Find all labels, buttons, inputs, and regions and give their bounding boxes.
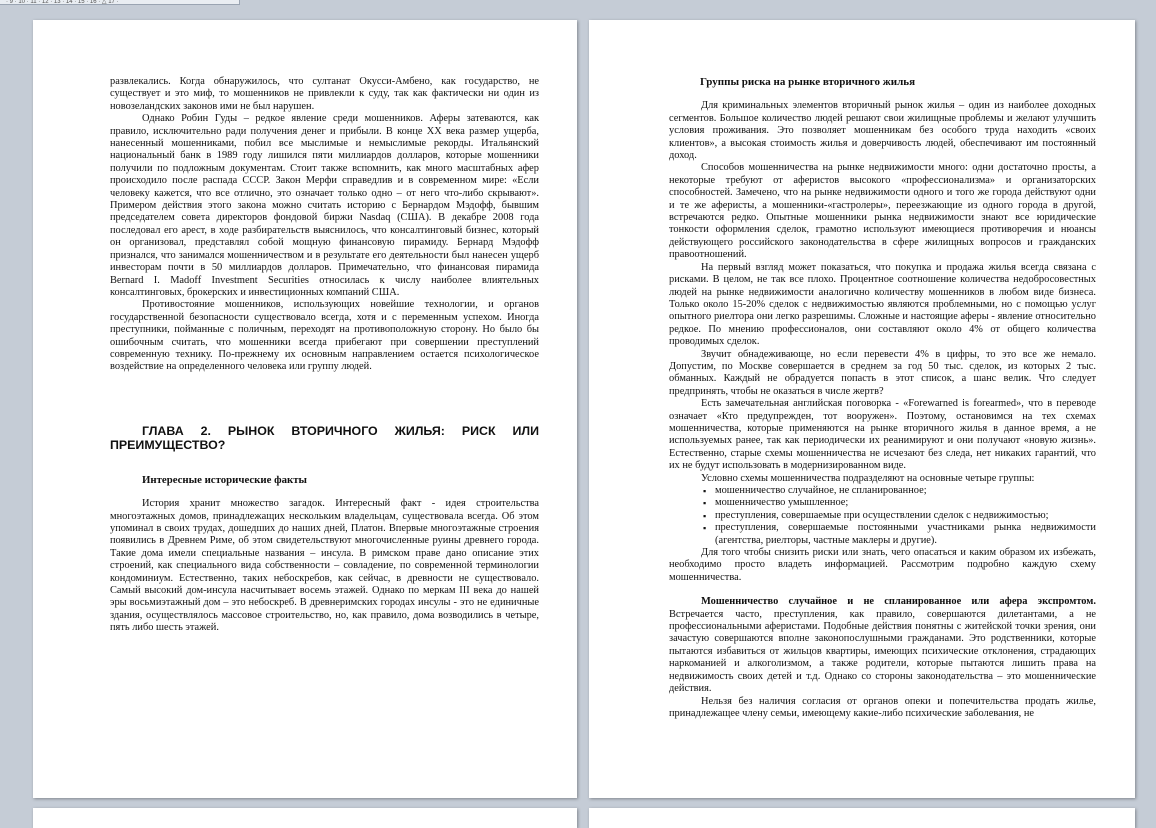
list-item: ▪ мошенничество умышленное; xyxy=(703,497,1096,509)
paragraph: Для того чтобы снизить риски или знать, чего опасаться и каким образом их избежать, необходимо просто владеть информацией. Рассмотрим подробно каждую схему мошенничества. xyxy=(669,547,1096,583)
document-page-right xyxy=(589,20,1135,798)
paragraph: Есть замечательная английская поговорка - «Forewarned is forearmed», что в переводе означает «Кто предупрежден, тот вооружен». Поэтому, остановимся на тех схемах мошенничества, которые применяются на рынке вторичного жилья в данное время, а не используемых ранее, так как периодически их реанимируют и они получают «новую жизнь». Естественно, старые схемы мошенничества не исчезают без следа, нет никаких гарантий, что их не будут использовать в модернизированном виде. xyxy=(669,398,1096,472)
section-heading: Группы риска на рынке вторичного жилья xyxy=(700,76,916,88)
paragraph: развлекались. Когда обнаружилось, что султанат Окусси-Амбено, как государство, не существует и это миф, то мошенников не привлекли к суду, так как фактически ни один из новозеландских законов ими не был нарушен. xyxy=(110,76,539,112)
paragraph: История хранит множество загадок. Интересный факт - идея строительства многоэтажных домов, принадлежащих нескольким владельцам, существовала всегда. Об этом упоминал в своих трудах, дошедших до наших дней, Платон. Впервые многоэтажные строения появились в Древнем Риме, об этом свидетельствуют многочисленные руины древнего города. Такие дома имели специальные названия – инсула. В римском праве дано описание этих строений, как специального вида собственности – совладение, по современной терминологии кондоминиум. Естественно, таких небоскребов, как сейчас, в древности не существовало. Самый высокий дом-инсула насчитывает восемь этажей. Однако по меркам III века до нашей эры восьмиэтажный дом – это небоскреб. В древнеримских городах инсулы - это не единичные здания, осуществлялось массовое строительство, но, как правило, дома возводились в четыре, пять либо шесть этажей. xyxy=(110,498,539,634)
list-item: ▪ преступления, совершаемые постоянными участниками рынка недвижимости (агентства, риелторы, частные маклеры и другие). xyxy=(703,522,1096,547)
paragraph: Однако Робин Гуды – редкое явление среди мошенников. Аферы затеваются, как правило, исключительно ради получения денег и прибыли. В конце XX века размер ущерба, нанесенный мошенниками, побил все мыслимые и немыслимые рекорды. Итальянский национальный банк в 1989 году лишился пяти миллиардов долларов, которые мошенники получили по подложным документам. Стоит также вспомнить, как много масштабных афер происходило после распада СССР. Закон Мерфи справедлив и в современном мире: «Если человеку кажется, что все отлично, это означает только одно – от него что-либо скрывают». Примером действия этого закона можно считать историю с Бернардом Мэдофф, бывшим председателем совета директоров фондовой биржи Nasdaq (США). В декабре 2008 года последовал его арест, в ходе разбирательств выяснилось, что консалтинговый бизнес, который он организовал, представлял собой мощную финансовую пирамиду. Бернард Мэдофф признался, что занимался мошенничеством и в результате его деятельности был нанесен ущерб инвесторам почти в 50 миллиардов долларов. Примечательно, что финансовая пирамида Bernard I. Madoff Investment Securities относилась к числу наиболее влиятельных консалтинговых, брокерских и инвестиционных компаний США. xyxy=(110,113,539,298)
horizontal-ruler[interactable]: · 9 · 10 · 11 · 12 · 13 · 14 · 15 · 16 · △ 17 · xyxy=(0,0,240,5)
paragraph: Противостояние мошенников, использующих новейшие технологии, и органов государственной безопасности существовало всегда, хотя и с переменным успехом. Иногда преступники, пойманные с поличным, переходят на противоположную сторону. Но было бы ошибочным считать, что мошенники всегда прибегают при совершении преступлений современную технику. По-прежнему их основным направлением остается психологическое воздействие на определенного человека или группу людей. xyxy=(110,299,539,373)
blank-line xyxy=(669,584,1096,596)
paragraph: Звучит обнадеживающе, но если перевести 4% в цифры, то это все же немало. Допустим, по Москве совершается в среднем за год 50 тыс. сделок, из которых 2 тыс. обманных. Каждый не обрадуется попасть в этот список, а шанс велик. Что следует предпринять, чтобы не оказаться в числе жертв? xyxy=(669,348,1096,397)
bullet-list xyxy=(669,485,1096,547)
paragraph: Условно схемы мошенничества подразделяют на основные четыре группы: xyxy=(701,472,1035,484)
page-left-body xyxy=(110,76,539,635)
chapter-heading: ГЛАВА 2. РЫНОК ВТОРИЧНОГО ЖИЛЬЯ: РИСК ИЛИ ПРЕИМУЩЕСТВО? xyxy=(110,423,539,452)
next-page-left xyxy=(33,808,577,828)
bold-run: Мошенничество случайное и не спланированное или афера экспромтом. xyxy=(701,596,1096,608)
page-right-body xyxy=(669,76,1096,720)
document-page-left xyxy=(33,20,577,798)
section-heading: Интересные исторические факты xyxy=(142,473,307,486)
list-item: ▪ преступления, совершаемые при осуществлении сделок с недвижимостью; xyxy=(703,510,1096,522)
text-run: Встречается часто, преступления, как правило, совершаются дилетантами, а не профессиональными аферистами. Подобные действия понятны с житейской точки зрения, они зачастую совершаются вполне законопослушными гражданами. Это родственники, которые пытаются избавиться от жильцов квартиры, имеющих психические отклонения, страдающих наркоманией и алкоголизмом, а также родители, которые пытаются лишить права на недвижимость своих детей и т.д. Однако со стороны законодательства – это мошеннические действия. xyxy=(669,608,1096,695)
paragraph: Нельзя без наличия согласия от органов опеки и попечительства продать жилье, принадлежащее члену семьи, имеющему какие-либо психические заболевания, не xyxy=(669,695,1096,719)
list-item: ▪ мошенничество случайное, не спланированное; xyxy=(703,485,1096,497)
paragraph: Способов мошенничества на рынке недвижимости много: одни достаточно просты, а некоторые требуют от аферистов высокого «профессионализма» и организаторских способностей. Замечено, что на рынке недвижимости одного и того же города действуют одни и те же аферисты, а мошенники-«гастролеры», переезжающие из одного города в другой, встречаются редко. Опытные мошенники рынка недвижимости знают все юридические тонкости оформления сделок, грамотно используют имеющиеся противоречия и нюансы действующего российского законодательства в сфере жилищных вопросов и гражданских правоотношений. xyxy=(669,162,1096,261)
paragraph: Для криминальных элементов вторичный рынок жилья – один из наиболее доходных сегментов. Большое количество людей решают свои жилищные проблемы и желают улучшить условия проживания. Это позволяет мошенникам без особого труда находить «своих клиентов», а высокая стоимость жилья и доверчивость людей, обеспечивают им постоянный доход. xyxy=(669,100,1096,162)
paragraph: На первый взгляд может показаться, что покупка и продажа жилья всегда связана с рисками. В целом, не так все плохо. Процентное соотношение количества недобросовестных людей на рынке недвижимости аналогично количеству мошенников в любом виде бизнеса. Только около 15-20% сделок с недвижимостью являются проблемными, но с помощью услуг опытного риелтора они легко разрешимы. Сложные и настоящие аферы - явление относительно редкое. По мнению профессионалов, они составляют около 4% от общего количества проводимых сделок. xyxy=(669,261,1096,348)
next-page-right xyxy=(589,808,1135,828)
paragraph xyxy=(669,596,1096,695)
